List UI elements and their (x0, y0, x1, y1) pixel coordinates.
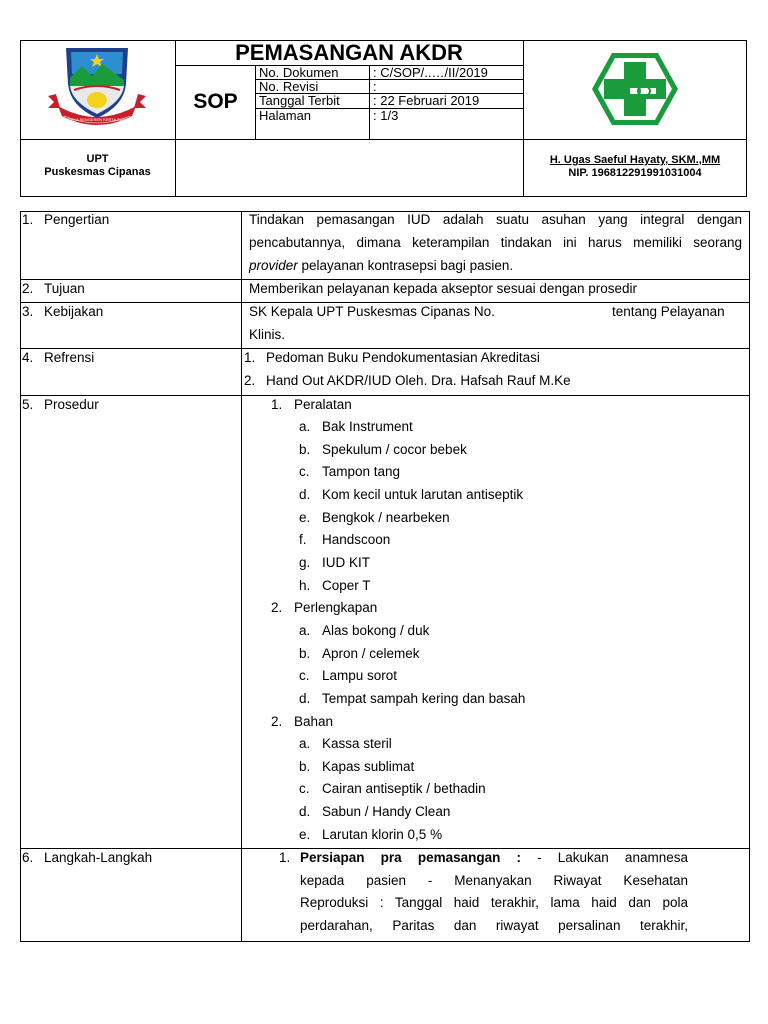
list-item: Sabun / Handy Clean (322, 804, 451, 819)
step-1-num: 1. (279, 850, 291, 865)
meta-label-tanggal: Tanggal Terbit (259, 93, 340, 108)
list-item: Apron / celemek (322, 646, 420, 661)
list-item-letter: d. (299, 691, 311, 706)
list-item: Larutan klorin 0,5 % (322, 827, 443, 842)
step-1-line3: Reproduksi : Tanggal haid terakhir, lama haid dan pola (300, 895, 688, 910)
sop-label: SOP (193, 90, 238, 113)
section-1-line3 (249, 258, 513, 273)
list-item-letter: c. (299, 668, 310, 683)
section-6-num: 6. (22, 850, 34, 865)
list-item: Kapas sublimat (322, 759, 415, 774)
list-item-letter: h. (299, 578, 311, 593)
section-1-line1: Tindakan pemasangan IUD adalah suatu asuhan yang integral dengan (249, 212, 742, 227)
list-item: Kassa steril (322, 736, 392, 751)
section-3-line1-left: SK Kepala UPT Puskesmas Cipanas No. (249, 304, 495, 319)
step-1-line4: perdarahan, Paritas dan riwayat persalinan terakhir, (300, 918, 688, 933)
list-item-letter: b. (299, 442, 311, 457)
org-name: Puskesmas Cipanas (44, 166, 151, 178)
meta-label-dokumen: No. Dokumen (259, 65, 339, 80)
district-logo (46, 44, 148, 130)
group-perlengkapan-title: Perlengkapan (294, 600, 378, 615)
list-item: Cairan antiseptik / bethadin (322, 781, 486, 796)
provider-word: provider (249, 258, 298, 273)
section-2-num: 2. (22, 281, 34, 296)
group-bahan-title: Bahan (294, 714, 334, 729)
logo-banner-text: SEKA SENGEREN KERTA RAHARJA (68, 117, 136, 122)
section-3-line1-right: tentang Pelayanan (612, 304, 725, 319)
step-1-line1-rest: - Lakukan anamnesa (520, 850, 688, 865)
list-item-letter: f. (299, 532, 307, 547)
meta-value-halaman: : 1/3 (373, 108, 399, 123)
reference-1-text: Pedoman Buku Pendokumentasian Akreditasi (266, 350, 540, 365)
list-item-letter: e. (299, 827, 311, 842)
section-5-num: 5. (22, 397, 34, 412)
list-item: Kom kecil untuk larutan antiseptik (322, 487, 524, 502)
list-item-letter: a. (299, 419, 311, 434)
list-item-letter: b. (299, 646, 311, 661)
section-2-label: Tujuan (44, 281, 85, 296)
list-item-letter: d. (299, 487, 311, 502)
section-1-line2: pencabutannya, dimana keterampilan tindakan ini harus memiliki seorang (249, 235, 742, 250)
section-6-label: Langkah-Langkah (44, 850, 153, 865)
meta-label-revisi: No. Revisi (259, 79, 319, 94)
step-1-line1 (300, 850, 688, 866)
section-5-label: Prosedur (44, 397, 99, 412)
list-item-letter: c. (299, 781, 310, 796)
list-item: Bengkok / nearbeken (322, 510, 450, 525)
list-item-letter: a. (299, 736, 311, 751)
section-1-num: 1. (22, 212, 34, 227)
group-peralatan-title: Peralatan (294, 397, 352, 412)
signer-name: H. Ugas Saeful Hayaty, SKM.,MM (549, 154, 721, 166)
meta-label-halaman: Halaman (259, 108, 312, 123)
list-item-letter: c. (299, 464, 310, 479)
list-item: Coper T (322, 578, 371, 593)
reference-2-text: Hand Out AKDR/IUD Oleh. Dra. Hafsah Rauf M.Ke (266, 373, 571, 388)
list-item-letter: a. (299, 623, 311, 638)
list-item: Alas bokong / duk (322, 623, 430, 638)
section-3-line2: Klinis. (249, 327, 286, 342)
signer-nip: NIP. 196812291991031004 (568, 167, 702, 179)
section-1-label: Pengertian (44, 212, 110, 227)
section-1-line3-rest: pelayanan kontrasepsi bagi pasien. (297, 258, 514, 273)
list-item-letter: e. (299, 510, 311, 525)
section-4-num: 4. (22, 350, 34, 365)
list-item-letter: g. (299, 555, 311, 570)
step-1-line2: kepada pasien - Menanyakan Riwayat Kesehatan (300, 873, 688, 888)
meta-value-dokumen: : C/SOP/..…/II/2019 (373, 65, 488, 80)
list-item: Tampon tang (322, 464, 401, 479)
step-1-title: Persiapan pra pemasangan : (300, 850, 521, 865)
section-3-num: 3. (22, 304, 34, 319)
meta-value-revisi: : (373, 79, 377, 94)
list-item: Lampu sorot (322, 668, 398, 683)
meta-value-tanggal: : 22 Februari 2019 (373, 93, 480, 108)
list-item: Bak Instrument (322, 419, 413, 434)
list-item-letter: d. (299, 804, 311, 819)
puskesmas-logo (590, 50, 680, 128)
list-item: Handscoon (322, 532, 391, 547)
list-item: IUD KIT (322, 555, 371, 570)
section-3-label: Kebijakan (44, 304, 104, 319)
group-peralatan-num: 1. (271, 397, 283, 412)
list-item: Tempat sampah kering dan basah (322, 691, 526, 706)
group-bahan-num: 2. (271, 714, 283, 729)
section-2-text: Memberikan pelayanan kepada akseptor sesuai dengan prosedir (249, 281, 637, 296)
section-4-label: Refrensi (44, 350, 95, 365)
reference-1-num: 1. (244, 350, 256, 365)
group-perlengkapan-num: 2. (271, 600, 283, 615)
reference-2-num: 2. (244, 373, 256, 388)
list-item-letter: b. (299, 759, 311, 774)
page-title: PEMASANGAN AKDR (235, 40, 463, 65)
org-unit: UPT (86, 153, 109, 165)
list-item: Spekulum / cocor bebek (322, 442, 467, 457)
